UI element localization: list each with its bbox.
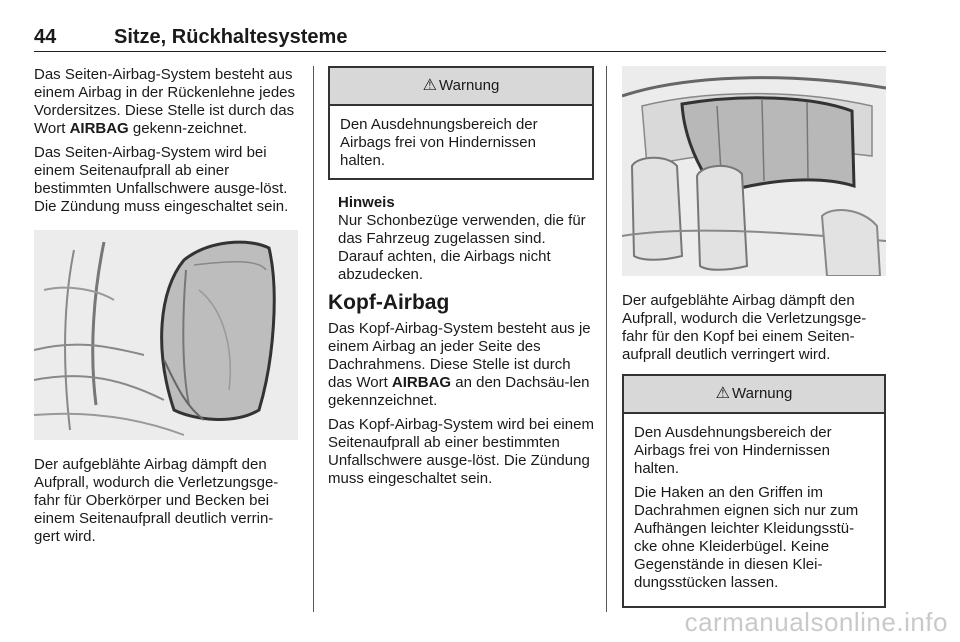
page-number: 44 [34,26,57,48]
watermark: carmanualsonline.info [684,607,948,637]
side-airbag-intro: Das Seiten-Airbag-System besteht aus einem Airbag in der Rückenlehne jedes Vordersitzes. Diese Stelle ist durch das Wort AIRBAG gekenn-zeichnet. [34,66,295,137]
warning-box [622,374,886,608]
warning-title: Warnung [439,77,500,94]
warning-body [624,414,884,606]
column-right [622,66,886,622]
side-airbag-illustration [34,230,298,440]
airbag-label-strong: AIRBAG [391,374,452,391]
warning-header [624,376,884,414]
warning-icon: ⚠ [715,385,731,402]
head-airbag-deploy-text: Das Kopf-Airbag-System wird bei einem Seitenaufprall ab einer bestimmten Unfallschwere ausge-löst. Die Zündung muss eingeschaltet sein. [328,416,594,487]
side-airbag-caption: Der aufgeblähte Airbag dämpft den Aufprall, wodurch die Verletzungsge-fahr für Oberkörper und Becken bei einem Seitenaufprall deutlich verrin-gert wird. [34,456,279,545]
warning-header [330,68,592,106]
airbag-label-strong: AIRBAG [69,120,129,137]
column-left [34,66,298,552]
head-airbag-illustration [622,66,886,276]
warning-icon: ⚠ [422,77,438,94]
page-header [34,26,886,52]
head-airbag-intro: Das Kopf-Airbag-System besteht aus je einem Airbag an jeder Seite des Dachrahmens. Diese Stelle ist durch das Wort AIRBAG an den Dachsäu-len gekennzeichnet. [328,320,591,409]
warning-body: Den Ausdehnungsbereich der Airbags frei von Hindernissen halten. [340,116,538,169]
warning-text-1: Den Ausdehnungsbereich der Airbags frei von Hindernissen halten. [634,424,832,477]
column-divider-2 [606,66,607,612]
head-airbag-caption: Der aufgeblähte Airbag dämpft den Aufprall, wodurch die Verletzungsge-fahr für den Kopf bei einem Seiten-aufprall deutlich verringert wird. [622,292,867,363]
note-title: Hinweis [338,194,395,211]
note-text: Nur Schonbezüge verwenden, die für das Fahrzeug zugelassen sind. Darauf achten, die Airbags nicht abzudecken. [338,212,586,283]
section-title-head-airbag: Kopf-Airbag [328,291,450,314]
chapter-title: Sitze, Rückhaltesysteme [114,26,348,48]
note-block [328,194,594,284]
warning-title: Warnung [732,385,793,402]
warning-text-2: Die Haken an den Griffen im Dachrahmen eignen sich nur zum Aufhängen leichter Kleidungsstü-cke ohne Kleiderbügel. Keine Gegenstände in diesen Klei-dungsstücken lassen. [634,484,859,591]
warning-box [328,66,594,180]
side-airbag-deploy-text: Das Seiten-Airbag-System wird bei einem Seitenaufprall ab einer bestimmten Unfallschwere ausge-löst. Die Zündung muss eingeschaltet sein. [34,144,289,215]
column-middle [328,66,594,494]
column-divider-1 [313,66,314,612]
